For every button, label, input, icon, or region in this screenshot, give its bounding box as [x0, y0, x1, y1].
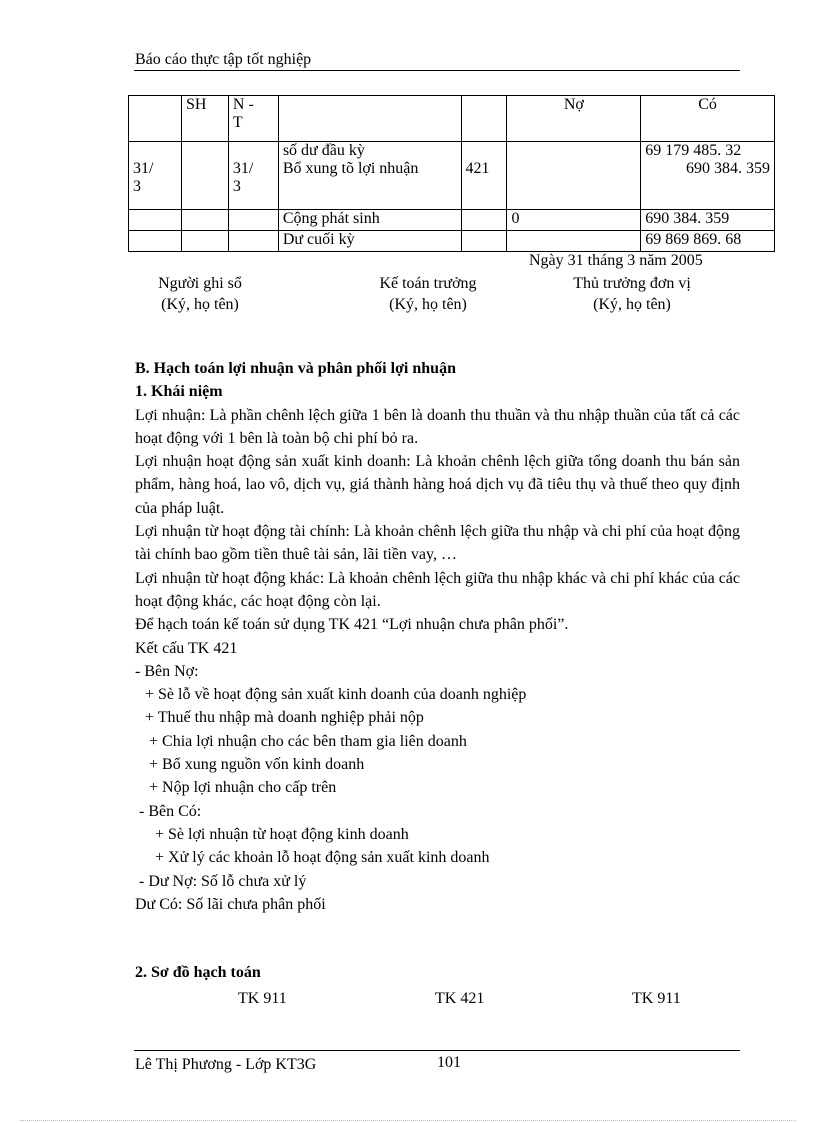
signature-block — [552, 273, 712, 315]
account-label: TK 911 — [238, 990, 287, 1007]
signature-block — [130, 273, 270, 315]
table-cell — [507, 231, 641, 252]
ben-no-label: - Bên Nợ: — [135, 662, 199, 680]
table-cell — [181, 231, 228, 252]
table-header-cell — [129, 96, 182, 142]
table-cell — [461, 231, 507, 252]
footer-author: Lê Thị Phương - Lớp KT3G — [135, 1056, 317, 1073]
section-b-body — [135, 357, 740, 916]
table-cell — [181, 142, 228, 210]
paragraph: Lợi nhuận: Là phần chênh lệch giữa 1 bên là doanh thu thuần và thu nhập thuần của tất cả các hoạt động với 1 bên là toàn bộ chi phí bỏ ra. — [135, 406, 740, 447]
table-row — [129, 142, 775, 210]
opening-balance-value: 69 179 485. 32 — [645, 142, 742, 159]
page-number: 101 — [437, 1054, 461, 1071]
table-header-cell — [278, 96, 461, 142]
signature-block — [348, 273, 508, 315]
subsection-heading: 1. Khái niệm — [135, 383, 223, 401]
paragraph: Lợi nhuận từ hoạt động tài chính: Là khoản chênh lệch giữa thu nhập và chi phí của hoạt động tài chính bao gồm tiền thuê tài sản, lãi tiền vay, … — [135, 523, 740, 564]
table-header-cell: N - T — [228, 96, 278, 142]
list-item: + Chia lợi nhuận cho các bên tham gia liên doanh — [149, 732, 467, 750]
date-line: Ngày 31 tháng 3 năm 2005 — [529, 252, 703, 269]
du-no-line: - Dư Nợ: Số lỗ chưa xử lý — [139, 872, 307, 890]
table-header-row — [129, 96, 775, 142]
table-header-cell: Có — [641, 96, 775, 142]
table-row — [129, 210, 775, 231]
table-cell — [129, 231, 182, 252]
signature-note: (Ký, họ tên) — [161, 296, 239, 313]
table-cell — [228, 231, 278, 252]
table-cell — [228, 210, 278, 231]
account-label: TK 911 — [632, 990, 681, 1007]
table-header-cell — [461, 96, 507, 142]
du-co-line: Dư Có: Số lãi chưa phân phối — [135, 895, 326, 913]
table-row — [129, 231, 775, 252]
paragraph: Lợi nhuận hoạt động sản xuất kinh doanh: Là khoản chênh lệch giữa tổng doanh thu bán sản phẩm, hàng hoá, lao vô, dịch vụ, giá thành hàng hoá dịch vụ đã tiêu thụ và thuế theo quy định của pháp luật. — [135, 453, 740, 517]
paragraph: Lợi nhuận từ hoạt động khác: Là khoản chênh lệch giữa thu nhập khác và chi phí khác của các hoạt động khác, các hoạt động còn lại. — [135, 569, 740, 610]
ben-co-label: - Bên Có: — [139, 802, 202, 820]
table-cell — [507, 142, 641, 210]
subsection-heading-2: 2. Sơ đồ hạch toán — [135, 964, 261, 981]
table-cell — [181, 210, 228, 231]
page-edge — [20, 1120, 796, 1121]
table-cell: 421 — [461, 142, 507, 210]
signature-role: Thủ trưởng đơn vị — [573, 275, 691, 292]
table-header-cell: Nợ — [507, 96, 641, 142]
table-header-cell: SH — [181, 96, 228, 142]
table-cell: Dư cuối kỳ — [278, 231, 461, 252]
account-label: TK 421 — [435, 990, 485, 1007]
list-item: + Sè lỗ về hoạt động sản xuất kinh doanh của doanh nghiệp — [145, 686, 527, 704]
page-header-title: Báo cáo thực tập tốt nghiệp — [135, 51, 312, 68]
table-cell: Cộng phát sinh — [278, 210, 461, 231]
signature-role: Người ghi sổ — [158, 275, 242, 292]
header-divider — [134, 70, 740, 71]
table-cell: 690 384. 359 — [641, 210, 775, 231]
table-cell — [129, 210, 182, 231]
addition-value: 690 384. 359 — [686, 160, 770, 177]
table-cell: 31/ 3 — [129, 142, 182, 210]
paragraph: Để hạch toán kế toán sử dụng TK 421 “Lợi nhuận chưa phân phối”. — [135, 616, 569, 634]
list-item: + Sè lợi nhuận từ hoạt động kinh doanh — [155, 825, 409, 843]
table-cell: 69 869 869. 68 — [641, 231, 775, 252]
table-cell — [461, 210, 507, 231]
list-item: + Thuế thu nhập mà doanh nghiệp phải nộp — [145, 709, 424, 727]
section-heading: B. Hạch toán lợi nhuận và phân phối lợi nhuận — [135, 360, 456, 377]
footer-divider — [134, 1050, 740, 1051]
ledger-table — [128, 95, 775, 252]
signature-note: (Ký, họ tên) — [593, 296, 671, 313]
list-item: + Nộp lợi nhuận cho cấp trên — [149, 779, 337, 797]
table-cell: 0 — [507, 210, 641, 231]
signature-role: Kế toán trưởng — [379, 275, 477, 292]
table-cell: 31/ 3 — [228, 142, 278, 210]
table-cell — [641, 142, 775, 210]
list-item: + Bổ xung nguồn vốn kinh doanh — [149, 756, 365, 774]
signature-note: (Ký, họ tên) — [389, 296, 467, 313]
table-cell: số dư đầu kỳ Bổ xung tõ lợi nhuận — [278, 142, 461, 210]
paragraph: Kết cấu TK 421 — [135, 639, 238, 657]
list-item: + Xử lý các khoản lỗ hoạt động sản xuất kinh doanh — [155, 849, 490, 867]
